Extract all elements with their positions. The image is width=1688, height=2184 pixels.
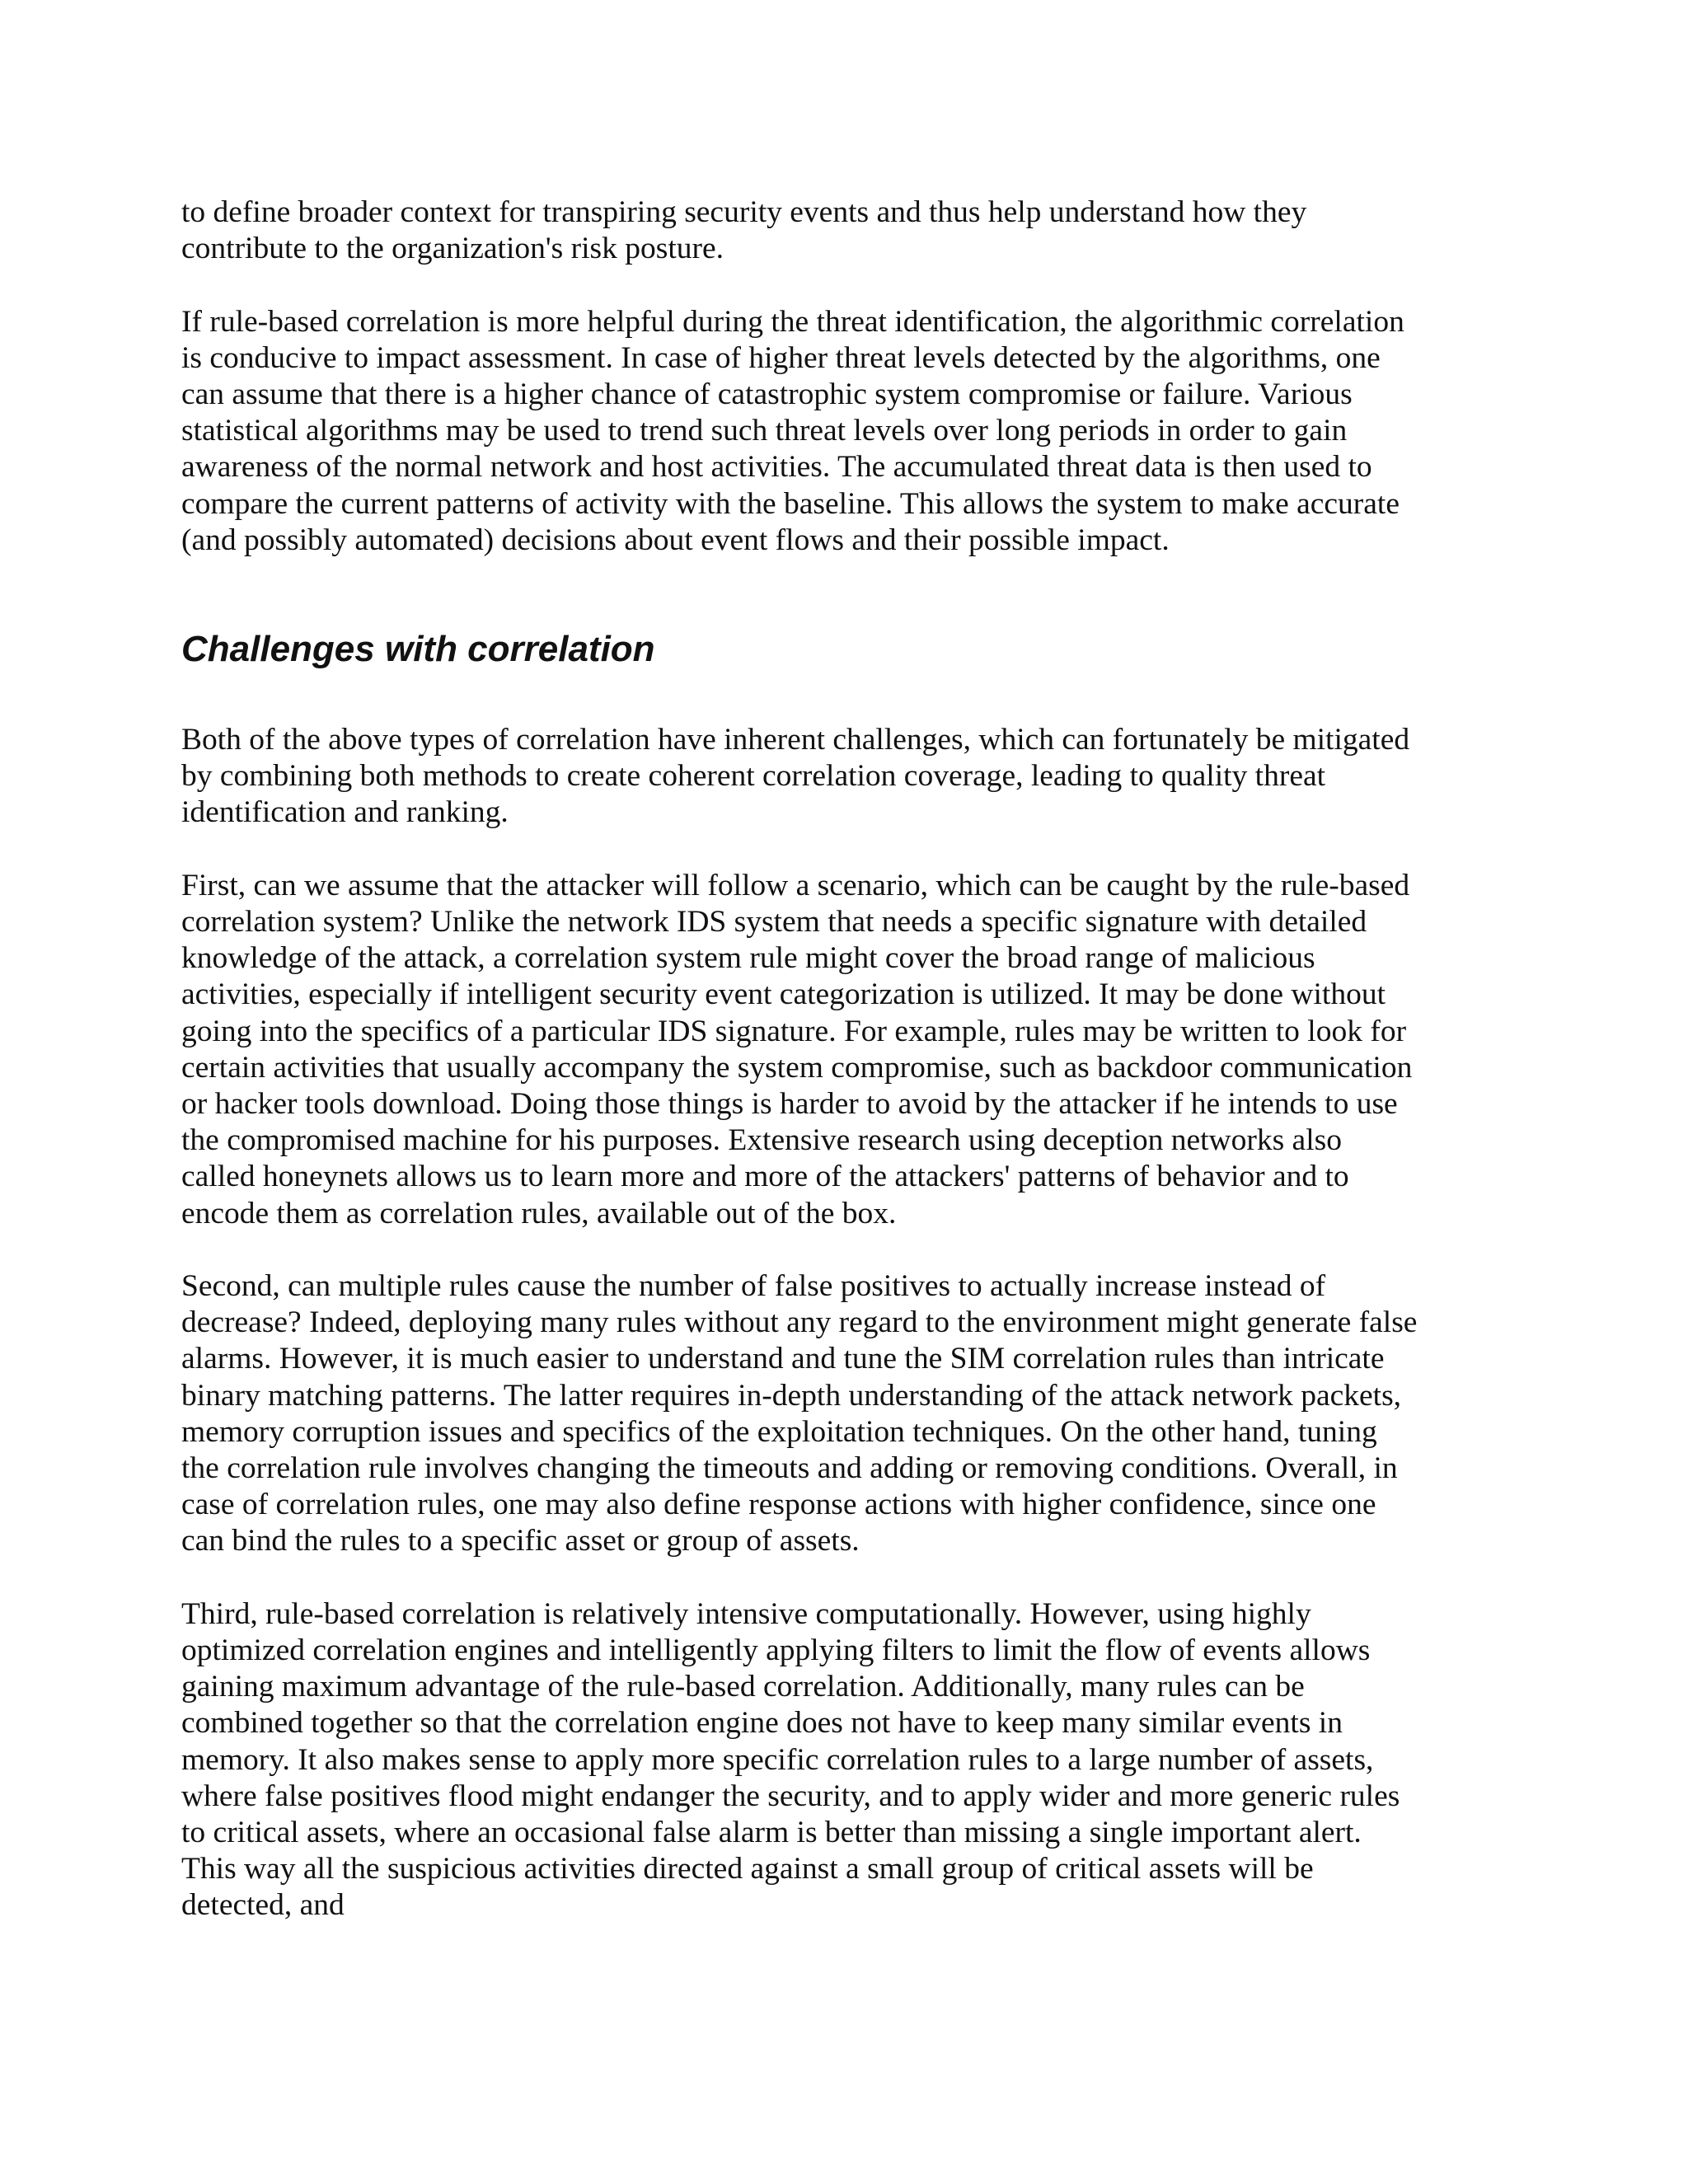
text-line: combined together so that the correlation engine does not have to keep many similar events in	[181, 1706, 1343, 1741]
text-line: to critical assets, where an occasional false alarm is better than missing a single important alert.	[181, 1816, 1362, 1850]
text-line: where false positives flood might endanger the security, and to apply wider and more generic rules	[181, 1779, 1400, 1813]
text-line: binary matching patterns. The latter requires in-depth understanding of the attack network packets,	[181, 1378, 1402, 1413]
text-line: certain activities that usually accompany the system compromise, such as backdoor communication	[181, 1050, 1413, 1085]
text-line: awareness of the normal network and host activities. The accumulated threat data is then used to	[181, 450, 1372, 485]
section-heading: Challenges with correlation	[181, 629, 655, 670]
text-line: going into the specifics of a particular IDS signature. For example, rules may be written to look for	[181, 1014, 1407, 1048]
paragraph-context	[181, 194, 1517, 267]
text-line: alarms. However, it is much easier to understand and tune the SIM correlation rules than intricate	[181, 1342, 1385, 1376]
text-line: called honeynets allows us to learn more and more of the attackers' patterns of behavior and to	[181, 1160, 1349, 1194]
text-line: First, can we assume that the attacker will follow a scenario, which can be caught by the rule-based	[181, 868, 1410, 902]
text-line: decrease? Indeed, deploying many rules without any regard to the environment might generate false	[181, 1305, 1418, 1340]
text-line: If rule-based correlation is more helpful during the threat identification, the algorithmic correlation	[181, 304, 1404, 339]
text-line: identification and ranking.	[181, 795, 509, 830]
text-line: statistical algorithms may be used to trend such threat levels over long periods in order to gain	[181, 414, 1348, 448]
text-line: optimized correlation engines and intelligently applying filters to limit the flow of events allows	[181, 1633, 1371, 1668]
paragraph-second-challenge	[181, 1268, 1517, 1560]
text-line: case of correlation rules, one may also define response actions with higher confidence, since one	[181, 1488, 1376, 1522]
text-line: knowledge of the attack, a correlation system rule might cover the broad range of malicious	[181, 941, 1315, 976]
text-line: Third, rule-based correlation is relatively intensive computationally. However, using highly	[181, 1596, 1311, 1631]
paragraph-first-challenge	[181, 868, 1517, 1232]
text-line: encode them as correlation rules, available out of the box.	[181, 1196, 897, 1230]
text-line: the correlation rule involves changing the timeouts and adding or removing conditions. Overall, in	[181, 1451, 1398, 1486]
document-page	[181, 194, 1517, 1961]
paragraph-challenges-intro	[181, 722, 1517, 832]
text-line: to define broader context for transpiring security events and thus help understand how they	[181, 195, 1307, 229]
text-line: compare the current patterns of activity with the baseline. This allows the system to make accurate	[181, 486, 1400, 521]
text-line: the compromised machine for his purposes. Extensive research using deception networks also	[181, 1123, 1342, 1158]
text-line: This way all the suspicious activities directed against a small group of critical assets will be	[181, 1852, 1314, 1886]
text-line: (and possibly automated) decisions about event flows and their possible impact.	[181, 523, 1170, 557]
text-line: memory. It also makes sense to apply more specific correlation rules to a large number of assets,	[181, 1742, 1374, 1777]
text-line: detected, and	[181, 1888, 345, 1923]
text-line: can bind the rules to a specific asset or group of assets.	[181, 1524, 860, 1558]
text-line: can assume that there is a higher chance of catastrophic system compromise or failure. Various	[181, 377, 1353, 411]
text-line: Both of the above types of correlation have inherent challenges, which can fortunately be mitigated	[181, 723, 1410, 757]
text-line: is conducive to impact assessment. In case of higher threat levels detected by the algorithms, one	[181, 340, 1381, 375]
paragraph-algorithmic-correlation	[181, 304, 1517, 559]
text-line: gaining maximum advantage of the rule-based correlation. Additionally, many rules can be	[181, 1670, 1305, 1704]
text-line: correlation system? Unlike the network IDS system that needs a specific signature with detailed	[181, 905, 1367, 940]
text-line: by combining both methods to create coherent correlation coverage, leading to quality threat	[181, 759, 1326, 794]
text-line: activities, especially if intelligent security event categorization is utilized. It may be done without	[181, 977, 1386, 1012]
text-line: contribute to the organization's risk posture.	[181, 232, 724, 266]
text-line: memory corruption issues and specifics of the exploitation techniques. On the other hand, tuning	[181, 1414, 1377, 1449]
text-line: Second, can multiple rules cause the number of false positives to actually increase instead of	[181, 1269, 1326, 1304]
text-line: or hacker tools download. Doing those things is harder to avoid by the attacker if he intends to use	[181, 1087, 1398, 1122]
paragraph-third-challenge	[181, 1596, 1517, 1924]
